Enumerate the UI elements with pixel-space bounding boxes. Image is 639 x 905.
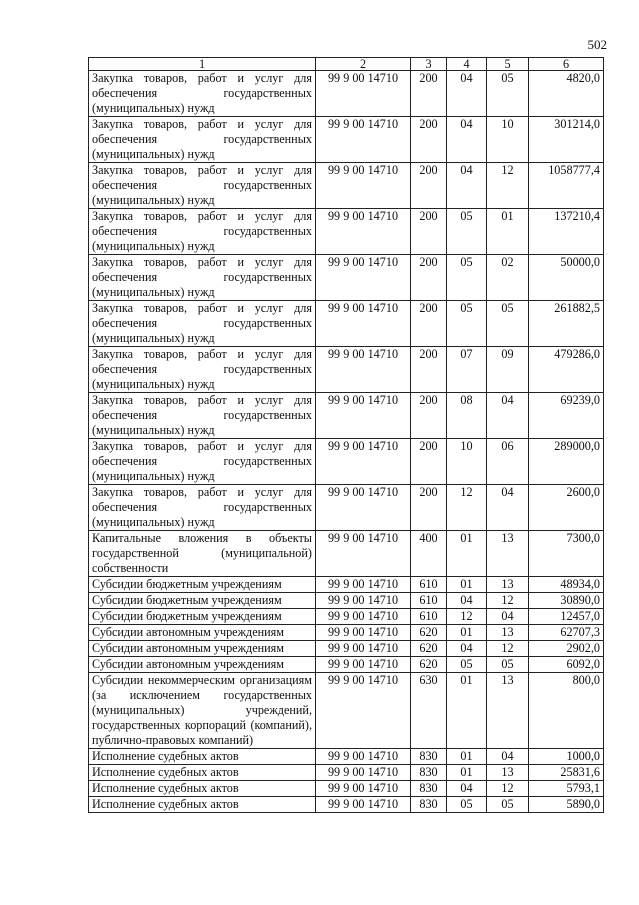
row-rz-cell: 05 [447, 797, 487, 813]
row-code-cell: 99 9 00 14710 [316, 209, 411, 255]
row-rz-cell: 04 [447, 781, 487, 797]
row-vr-cell: 200 [411, 71, 447, 117]
row-pr-cell: 02 [487, 255, 529, 301]
row-pr-cell: 13 [487, 577, 529, 593]
row-rz-cell: 07 [447, 347, 487, 393]
row-sum-cell: 25831,6 [529, 765, 604, 781]
table-row [89, 439, 604, 485]
row-sum-cell: 1000,0 [529, 749, 604, 765]
row-rz-cell: 04 [447, 71, 487, 117]
row-name-cell: Субсидии некоммерческим организациям (за исключением государственных (муниципальных) учреждений, государственных корпораций (компаний), публично-правовых компаний) [89, 673, 316, 749]
row-sum-cell: 2902,0 [529, 641, 604, 657]
row-vr-cell: 830 [411, 781, 447, 797]
table-row [89, 749, 604, 765]
row-rz-cell: 01 [447, 673, 487, 749]
row-pr-cell: 12 [487, 781, 529, 797]
row-sum-cell: 5890,0 [529, 797, 604, 813]
row-sum-cell: 261882,5 [529, 301, 604, 347]
row-name-cell: Субсидии бюджетным учреждениям [89, 577, 316, 593]
table-row [89, 531, 604, 577]
row-code-cell: 99 9 00 14710 [316, 673, 411, 749]
row-rz-cell: 01 [447, 531, 487, 577]
row-rz-cell: 05 [447, 209, 487, 255]
row-name-cell: Закупка товаров, работ и услуг для обеспечения государственных (муниципальных) нужд [89, 301, 316, 347]
row-vr-cell: 200 [411, 393, 447, 439]
row-code-cell: 99 9 00 14710 [316, 797, 411, 813]
row-rz-cell: 01 [447, 625, 487, 641]
row-pr-cell: 13 [487, 765, 529, 781]
row-pr-cell: 13 [487, 673, 529, 749]
row-code-cell: 99 9 00 14710 [316, 439, 411, 485]
row-sum-cell: 12457,0 [529, 609, 604, 625]
table-row [89, 765, 604, 781]
row-code-cell: 99 9 00 14710 [316, 657, 411, 673]
row-pr-cell: 06 [487, 439, 529, 485]
row-name-cell: Закупка товаров, работ и услуг для обеспечения государственных (муниципальных) нужд [89, 347, 316, 393]
row-vr-cell: 400 [411, 531, 447, 577]
row-code-cell: 99 9 00 14710 [316, 749, 411, 765]
row-pr-cell: 05 [487, 797, 529, 813]
row-vr-cell: 200 [411, 255, 447, 301]
table-row [89, 641, 604, 657]
row-sum-cell: 7300,0 [529, 531, 604, 577]
row-name-cell: Закупка товаров, работ и услуг для обеспечения государственных (муниципальных) нужд [89, 393, 316, 439]
row-rz-cell: 01 [447, 765, 487, 781]
row-name-cell: Закупка товаров, работ и услуг для обеспечения государственных (муниципальных) нужд [89, 439, 316, 485]
header-row [89, 58, 604, 71]
row-pr-cell: 12 [487, 593, 529, 609]
header-col-6: 6 [529, 58, 604, 71]
row-rz-cell: 04 [447, 593, 487, 609]
row-sum-cell: 479286,0 [529, 347, 604, 393]
row-sum-cell: 289000,0 [529, 439, 604, 485]
row-pr-cell: 01 [487, 209, 529, 255]
row-name-cell: Субсидии бюджетным учреждениям [89, 609, 316, 625]
row-rz-cell: 08 [447, 393, 487, 439]
row-vr-cell: 200 [411, 439, 447, 485]
row-name-cell: Закупка товаров, работ и услуг для обеспечения государственных (муниципальных) нужд [89, 209, 316, 255]
row-name-cell: Субсидии автономным учреждениям [89, 657, 316, 673]
table-row [89, 609, 604, 625]
table-row [89, 593, 604, 609]
row-sum-cell: 48934,0 [529, 577, 604, 593]
row-vr-cell: 610 [411, 593, 447, 609]
row-sum-cell: 2600,0 [529, 485, 604, 531]
header-col-1: 1 [89, 58, 316, 71]
row-vr-cell: 620 [411, 657, 447, 673]
row-vr-cell: 200 [411, 117, 447, 163]
row-rz-cell: 10 [447, 439, 487, 485]
row-sum-cell: 30890,0 [529, 593, 604, 609]
row-code-cell: 99 9 00 14710 [316, 485, 411, 531]
row-name-cell: Исполнение судебных актов [89, 765, 316, 781]
row-name-cell: Субсидии бюджетным учреждениям [89, 593, 316, 609]
row-code-cell: 99 9 00 14710 [316, 71, 411, 117]
table-row [89, 797, 604, 813]
row-pr-cell: 05 [487, 657, 529, 673]
row-code-cell: 99 9 00 14710 [316, 393, 411, 439]
row-pr-cell: 10 [487, 117, 529, 163]
row-sum-cell: 50000,0 [529, 255, 604, 301]
row-code-cell: 99 9 00 14710 [316, 163, 411, 209]
row-rz-cell: 12 [447, 485, 487, 531]
row-vr-cell: 200 [411, 301, 447, 347]
row-name-cell: Субсидии автономным учреждениям [89, 625, 316, 641]
row-sum-cell: 62707,3 [529, 625, 604, 641]
row-sum-cell: 4820,0 [529, 71, 604, 117]
row-sum-cell: 5793,1 [529, 781, 604, 797]
row-pr-cell: 13 [487, 531, 529, 577]
table-row [89, 301, 604, 347]
table-row [89, 393, 604, 439]
row-code-cell: 99 9 00 14710 [316, 765, 411, 781]
row-vr-cell: 620 [411, 625, 447, 641]
row-vr-cell: 830 [411, 765, 447, 781]
row-rz-cell: 12 [447, 609, 487, 625]
row-rz-cell: 04 [447, 117, 487, 163]
row-code-cell: 99 9 00 14710 [316, 347, 411, 393]
table-row [89, 209, 604, 255]
table-row [89, 163, 604, 209]
row-name-cell: Закупка товаров, работ и услуг для обеспечения государственных (муниципальных) нужд [89, 255, 316, 301]
row-code-cell: 99 9 00 14710 [316, 641, 411, 657]
row-vr-cell: 200 [411, 347, 447, 393]
row-name-cell: Закупка товаров, работ и услуг для обеспечения государственных (муниципальных) нужд [89, 71, 316, 117]
header-col-5: 5 [487, 58, 529, 71]
header-col-2: 2 [316, 58, 411, 71]
row-name-cell: Исполнение судебных актов [89, 797, 316, 813]
row-pr-cell: 12 [487, 641, 529, 657]
table-row [89, 625, 604, 641]
budget-table [88, 57, 604, 813]
table-row [89, 577, 604, 593]
page-number: 502 [587, 37, 607, 52]
row-name-cell: Закупка товаров, работ и услуг для обеспечения государственных (муниципальных) нужд [89, 117, 316, 163]
table-row [89, 347, 604, 393]
row-name-cell: Капитальные вложения в объекты государственной (муниципальной) собственности [89, 531, 316, 577]
table-row [89, 673, 604, 749]
row-sum-cell: 1058777,4 [529, 163, 604, 209]
row-code-cell: 99 9 00 14710 [316, 625, 411, 641]
row-pr-cell: 04 [487, 393, 529, 439]
row-pr-cell: 05 [487, 301, 529, 347]
row-rz-cell: 04 [447, 641, 487, 657]
row-pr-cell: 04 [487, 749, 529, 765]
table-row [89, 255, 604, 301]
row-code-cell: 99 9 00 14710 [316, 609, 411, 625]
row-pr-cell: 04 [487, 609, 529, 625]
row-rz-cell: 05 [447, 301, 487, 347]
row-code-cell: 99 9 00 14710 [316, 593, 411, 609]
row-pr-cell: 13 [487, 625, 529, 641]
row-vr-cell: 200 [411, 163, 447, 209]
row-code-cell: 99 9 00 14710 [316, 577, 411, 593]
row-vr-cell: 200 [411, 209, 447, 255]
row-code-cell: 99 9 00 14710 [316, 781, 411, 797]
row-sum-cell: 69239,0 [529, 393, 604, 439]
table-row [89, 485, 604, 531]
header-col-4: 4 [447, 58, 487, 71]
row-pr-cell: 05 [487, 71, 529, 117]
row-name-cell: Субсидии автономным учреждениям [89, 641, 316, 657]
row-sum-cell: 800,0 [529, 673, 604, 749]
row-code-cell: 99 9 00 14710 [316, 117, 411, 163]
header-col-3: 3 [411, 58, 447, 71]
row-vr-cell: 630 [411, 673, 447, 749]
row-name-cell: Закупка товаров, работ и услуг для обеспечения государственных (муниципальных) нужд [89, 163, 316, 209]
table-row [89, 117, 604, 163]
row-code-cell: 99 9 00 14710 [316, 301, 411, 347]
row-pr-cell: 04 [487, 485, 529, 531]
row-rz-cell: 04 [447, 163, 487, 209]
row-vr-cell: 610 [411, 577, 447, 593]
row-sum-cell: 6092,0 [529, 657, 604, 673]
row-pr-cell: 12 [487, 163, 529, 209]
row-name-cell: Закупка товаров, работ и услуг для обеспечения государственных (муниципальных) нужд [89, 485, 316, 531]
row-rz-cell: 05 [447, 657, 487, 673]
row-code-cell: 99 9 00 14710 [316, 531, 411, 577]
row-rz-cell: 05 [447, 255, 487, 301]
row-name-cell: Исполнение судебных актов [89, 749, 316, 765]
row-name-cell: Исполнение судебных актов [89, 781, 316, 797]
row-rz-cell: 01 [447, 577, 487, 593]
row-code-cell: 99 9 00 14710 [316, 255, 411, 301]
row-sum-cell: 137210,4 [529, 209, 604, 255]
row-vr-cell: 830 [411, 749, 447, 765]
row-vr-cell: 610 [411, 609, 447, 625]
row-rz-cell: 01 [447, 749, 487, 765]
row-vr-cell: 620 [411, 641, 447, 657]
row-vr-cell: 200 [411, 485, 447, 531]
row-pr-cell: 09 [487, 347, 529, 393]
table-row [89, 71, 604, 117]
table-row [89, 657, 604, 673]
row-vr-cell: 830 [411, 797, 447, 813]
row-sum-cell: 301214,0 [529, 117, 604, 163]
table-row [89, 781, 604, 797]
